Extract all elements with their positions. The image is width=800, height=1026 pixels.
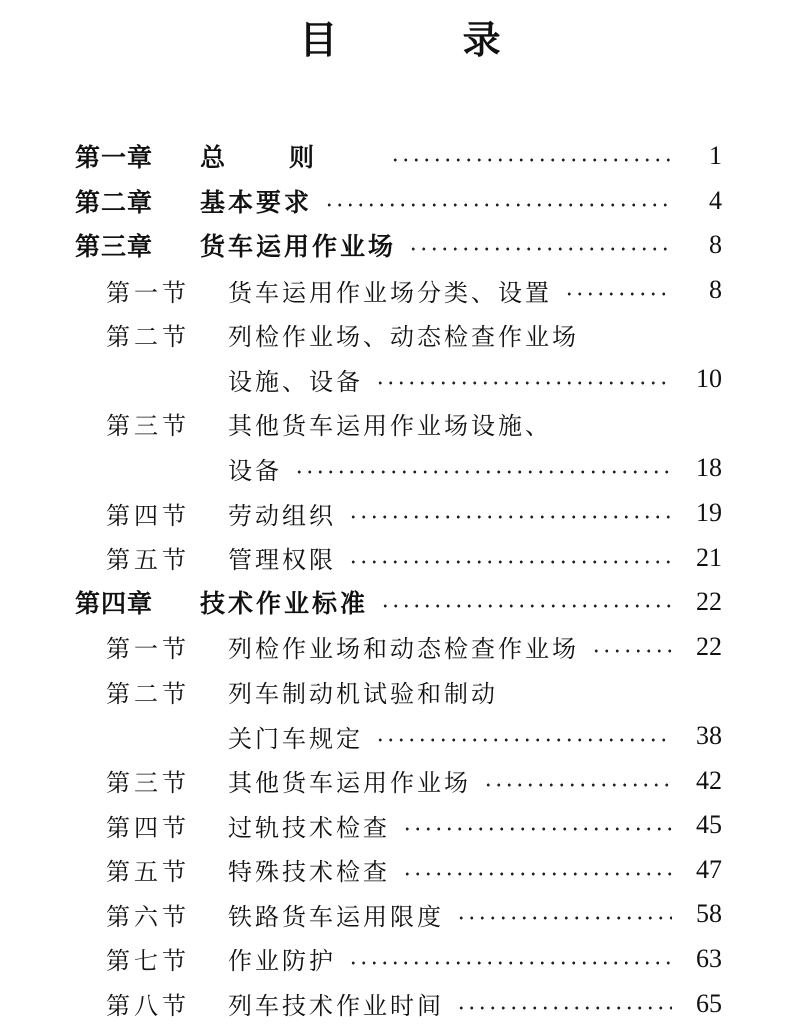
toc-section-row[interactable] (0, 758, 800, 803)
toc-entry-title-wrap (228, 674, 722, 709)
toc-chapter-row[interactable] (0, 580, 800, 625)
dot-leader (375, 738, 672, 742)
toc-entry-title-wrap (228, 852, 680, 887)
dot-leader (456, 1006, 672, 1010)
toc-section-row[interactable] (0, 535, 800, 580)
toc-entry-title: 特殊技术检查 (228, 858, 390, 887)
toc-section-row[interactable] (0, 669, 800, 714)
toc-entry-title-wrap (228, 540, 680, 575)
toc-entry-title: 列检作业场和动态检查作业场 (228, 635, 579, 664)
toc-entry-title: 技术作业标准 (200, 589, 369, 619)
dot-leader (294, 470, 672, 474)
toc-page-number: 8 (709, 275, 722, 305)
toc-entry-title-wrap (228, 629, 680, 664)
toc-entry-title: 列车技术作业时间 (228, 992, 444, 1021)
toc-entry-title-wrap (200, 183, 680, 219)
toc-section-row[interactable] (0, 446, 800, 491)
toc-entry-label: 第八节 (106, 992, 190, 1021)
toc-page-number: 21 (696, 542, 722, 572)
toc-entry-title-wrap (228, 808, 680, 843)
toc-page-number: 18 (696, 453, 722, 483)
toc-entry-title-wrap (228, 451, 680, 486)
toc-entry-title: 列检作业场、动态检查作业场 (228, 323, 579, 352)
dot-leader (348, 515, 672, 519)
toc-entry-title-wrap (228, 273, 680, 308)
toc-section-row[interactable] (0, 625, 800, 670)
table-of-contents (0, 134, 800, 1026)
page-title: 目 录 (299, 18, 557, 62)
toc-section-row[interactable] (0, 714, 800, 759)
toc-section-row[interactable] (0, 402, 800, 447)
toc-entry-title: 货车运用作业场 (200, 232, 397, 262)
toc-entry-label: 第二节 (106, 679, 190, 708)
toc-entry-title: 货车运用作业场分类、设置 (228, 278, 552, 307)
toc-chapter-row[interactable] (0, 134, 800, 179)
toc-entry-title-wrap (228, 406, 722, 441)
toc-entry-title: 铁路货车运用限度 (228, 902, 444, 931)
toc-section-row[interactable] (0, 312, 800, 357)
toc-page-number: 22 (696, 631, 722, 661)
toc-page-number: 4 (709, 185, 722, 215)
toc-page-number: 58 (696, 899, 722, 929)
toc-section-row[interactable] (0, 981, 800, 1026)
toc-section-row[interactable] (0, 268, 800, 313)
toc-entry-label: 第一节 (106, 278, 190, 307)
dot-leader (402, 872, 672, 876)
toc-entry-title: 其他货车运用作业场 (228, 769, 471, 798)
toc-entry-title: 劳动组织 (228, 501, 336, 530)
toc-entry-label: 第三节 (106, 769, 190, 798)
toc-section-row[interactable] (0, 491, 800, 536)
toc-entry-title: 基本要求 (200, 187, 313, 217)
toc-page-number: 47 (696, 854, 722, 884)
toc-entry-title-wrap (228, 897, 680, 932)
dot-leader (348, 560, 672, 564)
dot-leader (390, 158, 672, 162)
toc-section-row[interactable] (0, 848, 800, 893)
dot-leader (375, 381, 672, 385)
toc-entry-title: 作业防护 (228, 947, 336, 976)
toc-section-row[interactable] (0, 892, 800, 937)
toc-page-number: 1 (709, 141, 722, 171)
toc-entry-title-wrap (228, 317, 722, 352)
toc-entry-title: 总则 (200, 143, 379, 173)
toc-entry-label: 第五节 (106, 546, 190, 575)
toc-page-number: 8 (709, 230, 722, 260)
toc-entry-title: 列车制动机试验和制动 (228, 679, 498, 708)
toc-entry-title-wrap (200, 584, 680, 620)
dot-leader (408, 247, 672, 251)
toc-section-row[interactable] (0, 803, 800, 848)
toc-entry-title-wrap (228, 986, 680, 1021)
toc-entry-title-wrap (200, 138, 680, 174)
toc-entry-label: 第七节 (106, 947, 190, 976)
toc-entry-label: 第四节 (106, 813, 190, 842)
dot-leader (324, 203, 672, 207)
toc-entry-title-wrap (200, 227, 680, 263)
toc-entry-label: 第三章 (75, 232, 154, 262)
toc-entry-title-wrap (228, 496, 680, 531)
toc-page-number: 22 (696, 587, 722, 617)
dot-leader (402, 827, 672, 831)
toc-entry-label: 第二章 (75, 187, 154, 217)
toc-entry-label: 第二节 (106, 323, 190, 352)
toc-entry-title: 关门车规定 (228, 724, 363, 753)
toc-entry-label: 第四节 (106, 501, 190, 530)
toc-page-number: 65 (696, 988, 722, 1018)
toc-entry-title-wrap (228, 719, 680, 754)
dot-leader (564, 292, 672, 296)
dot-leader (348, 961, 672, 965)
toc-entry-title-wrap (228, 362, 680, 397)
toc-entry-label: 第四章 (75, 589, 154, 619)
toc-entry-title: 过轨技术检查 (228, 813, 390, 842)
dot-leader (591, 649, 672, 653)
toc-page-number: 45 (696, 810, 722, 840)
toc-entry-label: 第三节 (106, 412, 190, 441)
toc-page-number: 19 (696, 498, 722, 528)
toc-entry-title: 设备 (228, 456, 282, 485)
toc-chapter-row[interactable] (0, 179, 800, 224)
toc-entry-title: 其他货车运用作业场设施、 (228, 412, 552, 441)
dot-leader (483, 783, 672, 787)
toc-page-number: 63 (696, 943, 722, 973)
dot-leader (380, 604, 672, 608)
toc-section-row[interactable] (0, 357, 800, 402)
dot-leader (456, 916, 672, 920)
toc-page-number: 38 (696, 721, 722, 751)
toc-entry-label: 第一节 (106, 635, 190, 664)
toc-entry-title-wrap (228, 763, 680, 798)
toc-entry-title: 设施、设备 (228, 367, 363, 396)
toc-entry-label: 第一章 (75, 143, 154, 173)
toc-section-row[interactable] (0, 937, 800, 982)
toc-entry-label: 第六节 (106, 902, 190, 931)
toc-chapter-row[interactable] (0, 223, 800, 268)
toc-entry-title-wrap (228, 941, 680, 976)
toc-page-number: 10 (696, 364, 722, 394)
toc-entry-label: 第五节 (106, 858, 190, 887)
toc-entry-title: 管理权限 (228, 546, 336, 575)
toc-page-number: 42 (696, 765, 722, 795)
